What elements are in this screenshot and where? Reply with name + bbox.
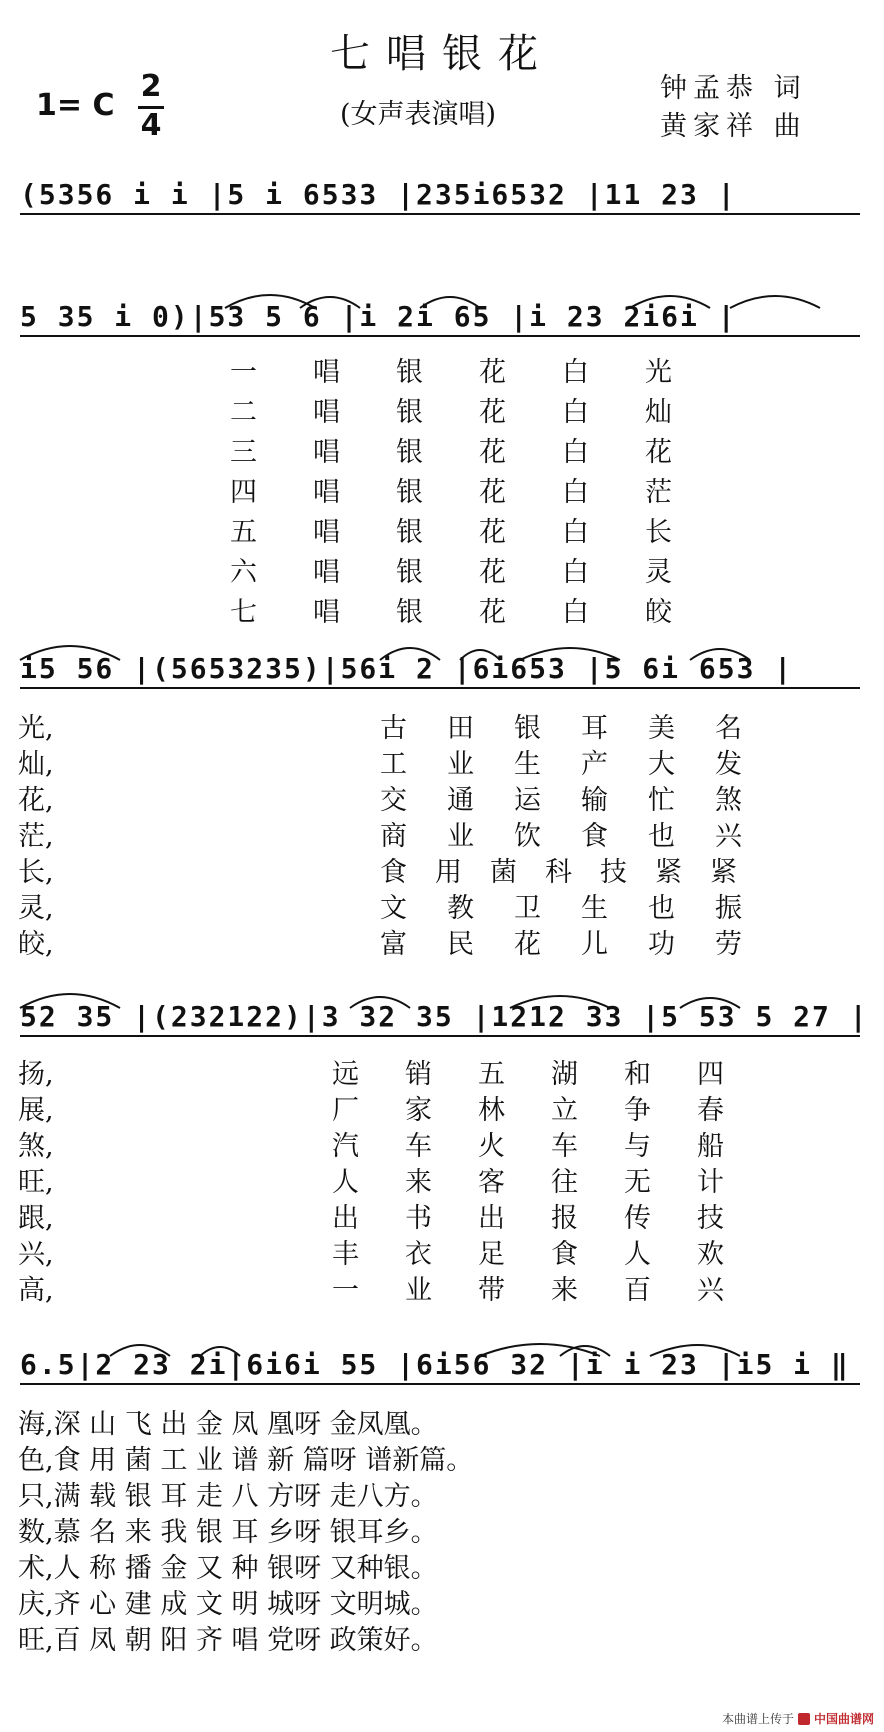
verse-line: 出书出报传技	[332, 1203, 770, 1234]
notes-system-5: 6.5|2 23 2i|6i6i 55 |6i56 32 |i i 23 |i5 i ‖	[20, 1348, 850, 1381]
lyric-line: 庆,齐 心 建 成 文 明 城呀 文明城。	[18, 1589, 438, 1620]
line-end: 跟,	[18, 1203, 54, 1234]
line-end: 光,	[18, 713, 54, 744]
slur	[420, 297, 480, 308]
line-end: 皎,	[18, 929, 54, 960]
notes-system-4: 52 35 |(232122)|3 32 35 |1212 33 |5 53 5 27 |	[20, 1000, 869, 1033]
verse-line: 汽车火车与船	[332, 1131, 770, 1162]
line-end: 高,	[18, 1275, 54, 1306]
line-end: 灵,	[18, 893, 54, 924]
subtitle: (女声表演唱)	[340, 99, 497, 130]
line-end: 扬,	[18, 1059, 54, 1090]
slur	[300, 297, 360, 308]
verse-line: 文教卫生也振	[380, 893, 782, 924]
slur	[510, 996, 610, 1008]
verse-line: 商业饮食也兴	[380, 821, 782, 852]
key-signature: 1= C	[36, 88, 115, 123]
slur	[460, 650, 500, 660]
page-title: 七唱银花	[330, 31, 554, 77]
verse-line: 厂家林立争春	[332, 1095, 770, 1126]
line-end: 茫,	[18, 821, 54, 852]
verse-line: 丰衣足食人欢	[332, 1239, 770, 1270]
verse-line: 食用菌科技紧紧	[380, 857, 765, 888]
slur	[520, 648, 620, 660]
time-signature-bottom: 4	[140, 108, 162, 143]
slur	[20, 994, 120, 1008]
verse-line: 古田银耳美名	[380, 713, 782, 744]
composer-credit: 黄家祥 曲	[660, 111, 807, 142]
time-signature-top: 2	[140, 69, 162, 104]
line-end: 花,	[18, 785, 54, 816]
verse-line: 二唱银花白灿	[230, 397, 728, 428]
lyric-line: 海,深 山 飞 出 金 凤 凰呀 金凤凰。	[18, 1409, 438, 1440]
verse-line: 四唱银花白茫	[230, 477, 728, 508]
lyric-line: 术,人 称 播 金 又 种 银呀 又种银。	[18, 1553, 438, 1584]
line-end: 兴,	[18, 1239, 54, 1270]
lyric-line: 旺,百 凤 朝 阳 齐 唱 党呀 政策好。	[18, 1625, 438, 1656]
notes-system-2: 5 35 i 0)|53 5 6 |i 2i 65 |i 23 2i6i |	[20, 300, 737, 333]
verse-line: 六唱银花白灵	[230, 557, 728, 588]
notes-system-3: i5 56 |(5653235)|56i 2 |6i653 |5 6i 653 |	[20, 652, 794, 685]
slur	[350, 997, 410, 1008]
slur	[650, 1345, 740, 1356]
verse-line: 一业带来百兴	[332, 1275, 770, 1306]
slur	[630, 296, 710, 308]
lyricist-credit: 钟孟恭 词	[660, 73, 807, 104]
lyric-line: 色,食 用 菌 工 业 谱 新 篇呀 谱新篇。	[18, 1445, 474, 1476]
line-end: 旺,	[18, 1167, 54, 1198]
slur	[380, 648, 440, 660]
slur	[730, 296, 820, 308]
verse-line: 五唱银花白长	[230, 517, 728, 548]
line-end: 长,	[18, 857, 54, 888]
verse-line: 工业生产大发	[380, 749, 782, 780]
lyric-line: 只,满 载 银 耳 走 八 方呀 走八方。	[18, 1481, 438, 1512]
verse-line: 人来客往无计	[332, 1167, 770, 1198]
site-logo-icon	[798, 1713, 810, 1725]
notes-system-1: (5356 i i |5 i 6533 |235i6532 |11 23 |	[20, 178, 737, 211]
slur	[200, 1347, 240, 1356]
footer	[722, 1710, 874, 1727]
verse-line: 七唱银花白皎	[230, 597, 728, 628]
lyric-line: 数,慕 名 来 我 银 耳 乡呀 银耳乡。	[18, 1517, 438, 1548]
footer-logo[interactable]: 中国曲谱网	[813, 1712, 874, 1726]
verse-line: 远销五湖和四	[332, 1059, 770, 1090]
verse-line: 富民花儿功劳	[380, 929, 782, 960]
slur	[110, 1345, 170, 1356]
verse-line: 三唱银花白花	[230, 437, 728, 468]
slur	[20, 646, 120, 660]
footer-text: 本曲谱上传于	[721, 1712, 794, 1726]
line-end: 煞,	[18, 1131, 54, 1162]
verse-line: 交通运输忙煞	[380, 785, 782, 816]
slur	[680, 998, 740, 1008]
line-end: 展,	[18, 1095, 54, 1126]
verse-line: 一唱银花白光	[230, 357, 728, 388]
line-end: 灿,	[18, 749, 54, 780]
slur	[690, 649, 750, 660]
